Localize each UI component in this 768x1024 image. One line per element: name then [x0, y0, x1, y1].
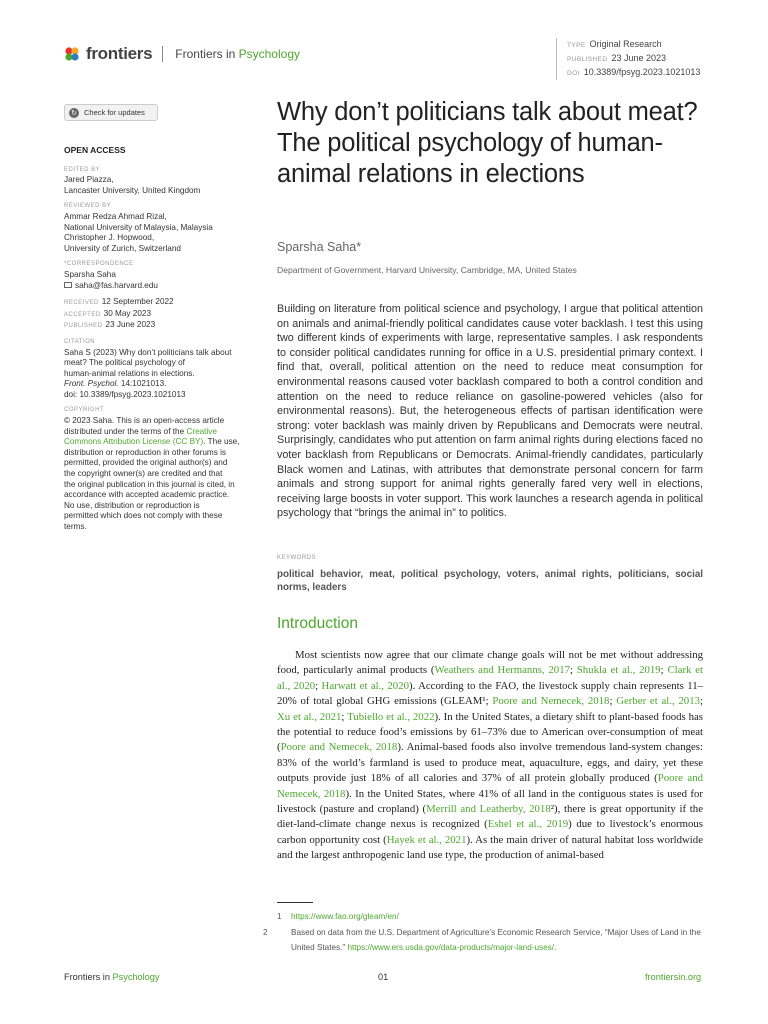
- check-for-updates-button[interactable]: [64, 104, 158, 121]
- intro-text: ;: [700, 695, 704, 708]
- abstract: Building on literature from political science and psychology, I argue that political attention on animals and animal-friendly political candidates cause voter backlash. I test this using two different kinds of experiments with large, representative samples. I ask respondents to consider political candidates running for office in a U.S. presidential primary context. I find that, overall, political attention on the need to reduce meat consumption for environmental reasons caused voter backlash compared to both a control condition and attention on the need to reduce reliance on gasoline-powered vehicles (also for environmental reasons). But, the heterogeneous effects of partisan identification were strong: voter backlash was mainly driven by Republicans and Democrats were neutral. Surprisingly, candidates who put attention on farm animal rights during elections faced no voter backlash from Republicans or Democrats. Animal-friendly candidates, particularly Black women and Latinas, with attributes that demonstrate personal concern for farm animals and strong support for animal rights generally fared very well in elections, receiving large boosts in voter support. This work launches a research agenda in political psychology that “brings the animal in” to politics.: [277, 303, 703, 520]
- citation-link[interactable]: Harwatt et al., 2020: [321, 679, 409, 692]
- reviewed-by-label: REVIEWED BY: [64, 203, 112, 210]
- edited-by-label: EDITED BY: [64, 166, 101, 173]
- citation-link[interactable]: Clark et al., 2020: [277, 664, 704, 692]
- meta-published: PUBLISHED 23 June 2023: [567, 53, 667, 63]
- citation-link[interactable]: Poore and Nemecek, 2018: [277, 772, 703, 800]
- correspondence-name: Sparsha Saha: [64, 269, 116, 279]
- footnotes: [263, 909, 707, 956]
- intro-text: ;: [315, 679, 322, 692]
- open-access-label: OPEN ACCESS: [64, 145, 126, 155]
- copyright-line: terms.: [64, 522, 87, 531]
- introduction-paragraph: [277, 648, 703, 864]
- meta-doi[interactable]: DOI 10.3389/fpsyg.2023.1021013: [567, 67, 701, 77]
- mail-icon: [64, 282, 72, 288]
- article-sidebar: [64, 145, 260, 533]
- copyright-line: permitted, provided the original author(s) and: [64, 458, 228, 468]
- logo-text: frontiers: [86, 44, 153, 63]
- check-updates-label: Check for updates: [84, 108, 145, 117]
- footnote: 1 https://www.fao.org/gleam/en/: [277, 912, 399, 921]
- citation-link[interactable]: Poore and Nemecek, 2018: [492, 695, 610, 708]
- author-name[interactable]: Sparsha Saha*: [277, 240, 362, 254]
- author-affiliation: Department of Government, Harvard University, Cambridge, MA, United States: [277, 265, 577, 275]
- correspondence-email[interactable]: saha@fas.harvard.edu: [64, 281, 260, 292]
- intro-text: ;: [609, 695, 617, 708]
- footnote-link[interactable]: https://www.fao.org/gleam/en/: [291, 912, 399, 921]
- journal-title: Psychology: [238, 47, 300, 61]
- copyright-line: distribution or reproduction in other forums is: [64, 447, 227, 457]
- citation-link[interactable]: Poore and Nemecek, 2018: [280, 741, 398, 754]
- update-check-icon: ↻: [69, 108, 79, 118]
- citation-journal-line: Front. Psychol. 14:1021013.: [64, 379, 167, 389]
- intro-text: ) due to livestock’s enormous carbon opportunity cost (: [277, 818, 703, 846]
- intro-text: ). In the United States, where 41% of all land in the contiguous states is used for livestock (pasture and cropland) (: [277, 787, 704, 816]
- copyright-line: distributed under the terms of the Creative: [64, 426, 217, 436]
- editor-name: Jared Piazza,: [64, 175, 114, 185]
- citation-line: meat? The political psychology of: [64, 358, 185, 368]
- intro-text: Most scientists now agree that our climate change goals will not be met without addressing food, particularly animal products (: [277, 649, 703, 677]
- intro-text: ²), there is great opportunity if the diet-land-climate change nexus is recognized (: [277, 803, 703, 831]
- citation-link[interactable]: Shukla et al., 2019: [576, 664, 661, 677]
- footnote-divider: [277, 902, 313, 903]
- citation-link[interactable]: Eshel et al., 2019: [487, 818, 569, 831]
- copyright-line: the original publication in this journal is cited, in: [64, 479, 235, 489]
- citation-link[interactable]: Gerber et al., 2013: [616, 695, 701, 708]
- intro-text: ). According to the FAO, the livestock supply chain represents 11–20% of total global GHG emissions (GLEAM¹;: [277, 679, 703, 708]
- date-published: PUBLISHED 23 June 2023: [64, 320, 156, 330]
- journal-name[interactable]: [175, 47, 300, 61]
- citation-link[interactable]: Weathers and Hermanns, 2017: [434, 664, 570, 677]
- citation-link[interactable]: Hayek et al., 2021: [386, 833, 467, 846]
- footer-journal[interactable]: Frontiers in Psychology: [64, 972, 160, 982]
- article-meta: [556, 38, 700, 80]
- intro-text: ). As the main driver of natural habitat loss worldwide and the largest anthropogenic land use type, the production of animal-based: [277, 833, 703, 862]
- footnote-link[interactable]: https://www.ers.usda.gov/data-products/major-land-uses/: [347, 943, 555, 953]
- footnote: 2 Based on data from the U.S. Department of Agriculture’s Economic Research Service, “Major Uses of Land in the United States.” https://www.ers.usda.gov/data-products/major-land-uses/.: [263, 927, 701, 953]
- date-accepted: ACCEPTED 30 May 2023: [64, 308, 152, 318]
- footer-site-link[interactable]: frontiersin.org: [645, 972, 702, 982]
- intro-text: ;: [660, 664, 668, 677]
- reviewer-affiliation: National University of Malaysia, Malaysia: [64, 222, 213, 232]
- copyright-line: accordance with accepted academic practice.: [64, 490, 230, 500]
- citation-doi[interactable]: doi: 10.3389/fpsyg.2023.1021013: [64, 389, 186, 399]
- intro-text: ). In the United States, a dietary shift to plant-based foods has the potential to reduce food’s emissions by 61–73% due to American over-consumption of meat (: [277, 710, 703, 754]
- copyright-line: © 2023 Saha. This is an open-access article: [64, 416, 225, 426]
- citation-line: Saha S (2023) Why don’t politicians talk about: [64, 347, 232, 357]
- keywords-label: KEYWORDS: [277, 555, 317, 561]
- copyright-label: COPYRIGHT: [64, 407, 105, 414]
- intro-text: ;: [341, 710, 348, 723]
- intro-text: ). Animal-based foods also involve tremendous land-system changes: 83% of the world’s farmland is used to produce meat, aquaculture, eggs, and dairy, yet these outputs provide just 18% of all calories and 37% of all protein globally produced (: [277, 741, 704, 785]
- license-link[interactable]: Creative: [186, 426, 217, 436]
- citation-label: CITATION: [64, 338, 96, 345]
- citation-line: human-animal relations in elections.: [64, 368, 195, 378]
- page-number: 01: [378, 972, 389, 982]
- copyright-line: permitted which does not comply with these: [64, 511, 223, 521]
- reviewer-name: Ammar Redza Ahmad Rizal,: [64, 211, 167, 221]
- copyright-line: Commons Attribution License (CC BY). The use,: [64, 437, 240, 447]
- copyright-line: No use, distribution or reproduction is: [64, 500, 200, 510]
- logo-separator: [162, 46, 163, 62]
- date-received: RECEIVED 12 September 2022: [64, 297, 174, 307]
- article-dates: [64, 297, 260, 332]
- journal-prefix: Frontiers in: [175, 47, 239, 61]
- citation-link[interactable]: Xu et al., 2021: [277, 710, 342, 723]
- copyright-line: the copyright owner(s) are credited and that: [64, 469, 223, 479]
- reviewer-affiliation: University of Zurich, Switzerland: [64, 243, 181, 253]
- keywords: political behavior, meat, political psychology, voters, animal rights, politicians, social norms, leaders: [277, 569, 703, 593]
- frontiers-logo-icon: [64, 46, 80, 62]
- article-title: Why don’t politicians talk about meat? The political psychology of human-animal relations in elections: [277, 98, 698, 188]
- section-heading-introduction: Introduction: [277, 615, 358, 632]
- meta-type: TYPE Original Research: [567, 39, 662, 49]
- citation-link[interactable]: Tubiello et al., 2022: [347, 710, 435, 723]
- citation-link[interactable]: Merrill and Leatherby, 2018: [426, 803, 551, 816]
- reviewer-name: Christopher J. Hopwood,: [64, 233, 155, 243]
- intro-text: ;: [570, 664, 577, 677]
- editor-affiliation: Lancaster University, United Kingdom: [64, 185, 201, 195]
- correspondence-label: *CORRESPONDENCE: [64, 261, 134, 268]
- license-link[interactable]: Commons Attribution License (CC BY): [64, 437, 204, 447]
- frontiers-logo[interactable]: [64, 44, 300, 64]
